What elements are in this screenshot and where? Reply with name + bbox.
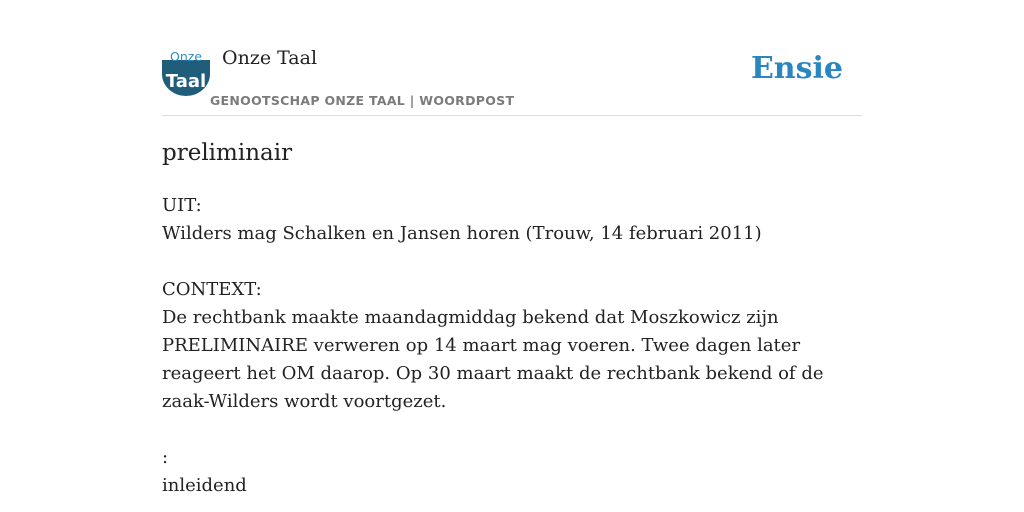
logo-line2: Taal (165, 71, 207, 92)
meaning-text: inleidend (162, 475, 247, 496)
meaning-label: : (162, 447, 169, 468)
brand-name[interactable]: Onze Taal (222, 47, 318, 69)
brand-subtitle: GENOOTSCHAP ONZE TAAL | WOORDPOST (210, 93, 515, 108)
onze-taal-logo[interactable] (162, 50, 210, 96)
context-text: De rechtbank maakte maandagmiddag bekend dat Moszkowicz zijn PRELIMINAIRE verweren op 14 maart mag voeren. Twee dagen later reageert het OM daarop. Op 30 maart maakt de rechtbank bekend of de zaak-Wilders wordt voortgezet. (162, 307, 824, 412)
logo-line1: Onze (169, 50, 203, 64)
logo-badge-icon (162, 50, 210, 96)
ensie-logo-link[interactable]: Ensie (750, 51, 843, 86)
spacer (162, 248, 862, 276)
context-label: CONTEXT: (162, 279, 262, 300)
source-label: UIT: (162, 195, 202, 216)
header-divider (162, 115, 862, 116)
source-text: Wilders mag Schalken en Jansen horen (Trouw, 14 februari 2011) (162, 223, 762, 244)
entry-content (162, 192, 862, 500)
spacer (162, 416, 862, 444)
entry-term: preliminair (162, 140, 293, 166)
